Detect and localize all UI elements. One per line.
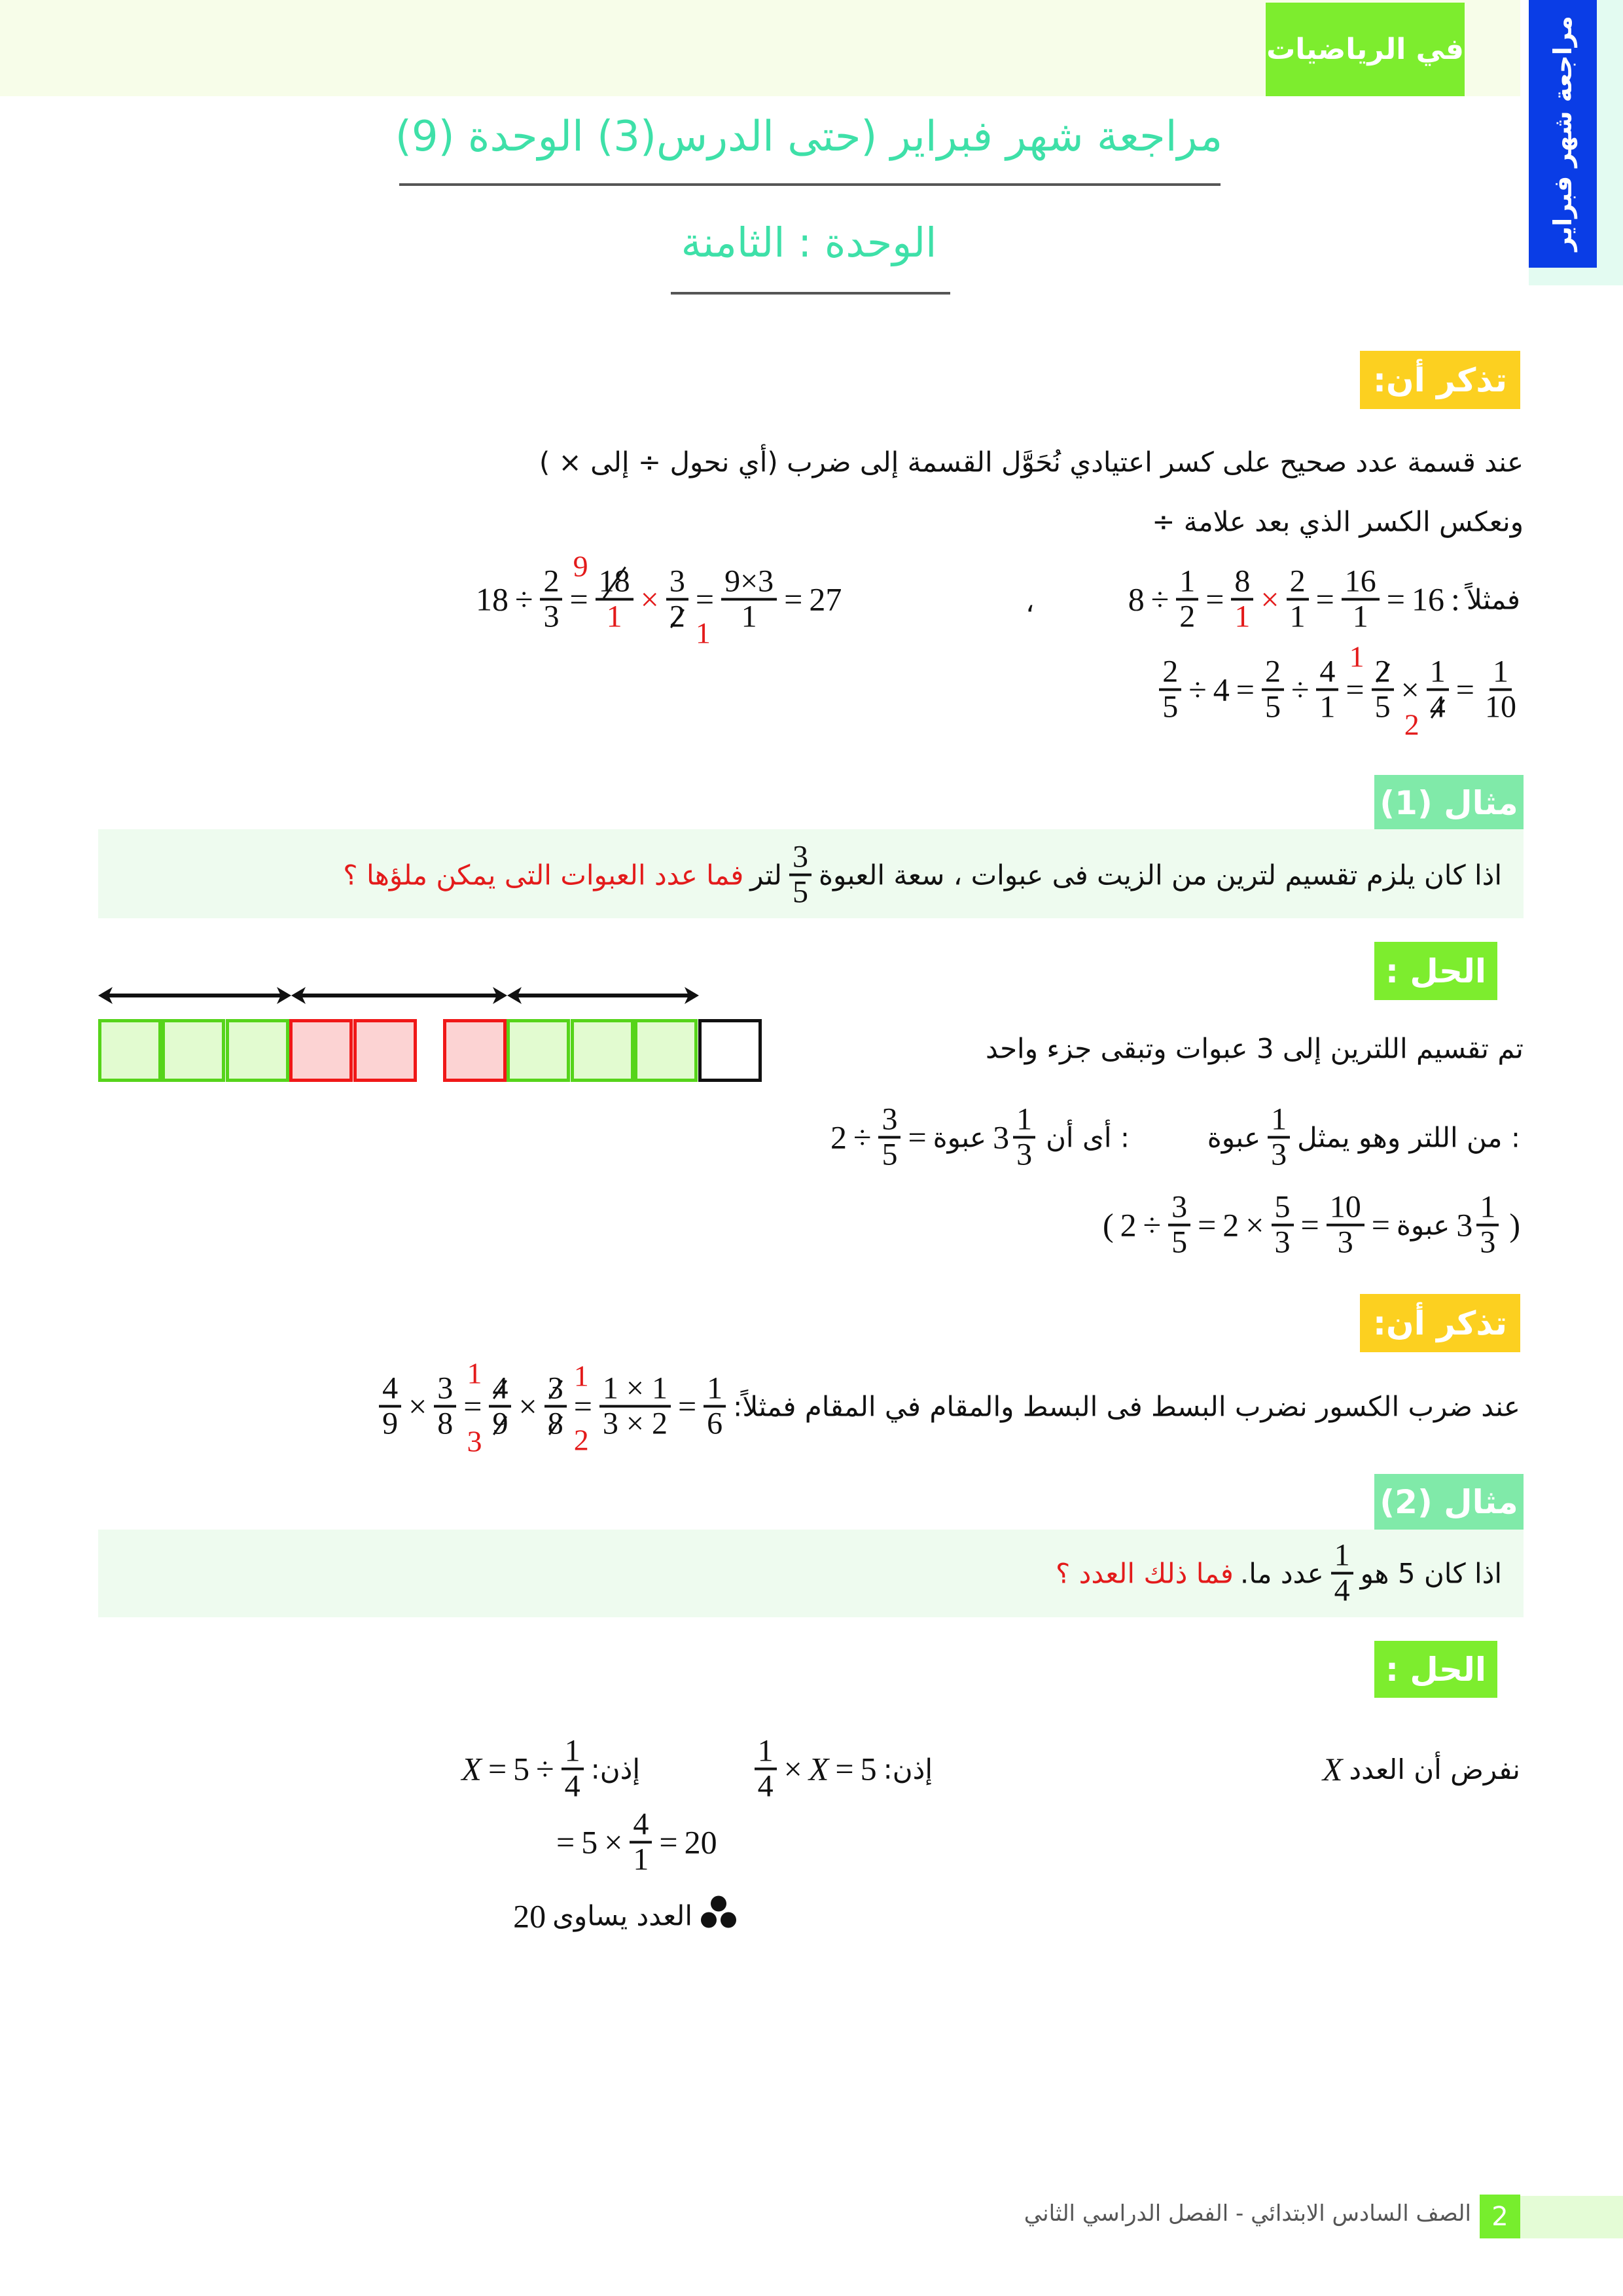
text: نفرض أن العدد <box>1349 1753 1520 1785</box>
denominator: 5 <box>1264 690 1281 725</box>
fraction <box>755 1735 777 1804</box>
cancel-label: 3 <box>467 1425 482 1459</box>
double-arrow <box>98 987 291 1004</box>
operator: × <box>408 1388 427 1425</box>
text: : من اللتر وهو يمثل <box>1297 1121 1520 1154</box>
unit-underline <box>671 292 950 295</box>
operator: = <box>463 1388 482 1425</box>
fraction <box>666 564 711 651</box>
text: عبوة <box>1207 1121 1261 1154</box>
fraction <box>1482 656 1520 725</box>
text: فمثلاً <box>1466 583 1520 616</box>
numerator: 4 <box>1316 656 1338 691</box>
operator: = <box>573 1388 592 1425</box>
fraction <box>1331 1539 1353 1608</box>
bar-model-arrows <box>92 982 720 1008</box>
numerator: 1 <box>1013 1103 1035 1139</box>
bullet-dots-icon <box>699 1895 738 1937</box>
denominator: 8 <box>437 1407 454 1441</box>
text: عند ضرب الكسور نضرب البسط فى البسط والمقام في المقام فمثلاً: <box>733 1390 1520 1423</box>
operator: = <box>1371 1207 1390 1244</box>
text: فما ذلك العدد ؟ <box>1055 1557 1234 1590</box>
numerator: 2 <box>1159 656 1181 691</box>
denominator: 1 <box>1319 690 1336 725</box>
fraction <box>379 1372 401 1441</box>
operator: ÷ <box>1150 581 1169 618</box>
operator: = <box>1315 581 1334 618</box>
denominator: 9 <box>382 1407 399 1441</box>
text: عبوة <box>933 1121 987 1154</box>
example-tag-1: مثال (1) <box>1374 775 1524 831</box>
operator: = <box>677 1388 697 1425</box>
bar-segment-green <box>226 1019 289 1082</box>
cancel-label: 2 <box>1404 708 1419 742</box>
denominator: 3 <box>1480 1225 1496 1260</box>
number: ( <box>1102 1207 1114 1244</box>
cancel-label: 1 <box>1349 639 1364 673</box>
operator: × <box>1260 581 1279 618</box>
text: إذن: <box>883 1753 933 1785</box>
operator: = <box>784 581 803 618</box>
denominator: 6 <box>707 1407 723 1441</box>
number: 20 <box>513 1897 546 1934</box>
cancel-label: 1 <box>695 617 711 651</box>
solution-tag-2: الحل : <box>1374 1641 1497 1698</box>
numerator: 3 <box>544 1372 567 1408</box>
numerator: 4 <box>379 1372 401 1408</box>
numerator: 9×3 <box>721 565 777 601</box>
page-title: مراجعة شهر فبراير (حتى الدرس(3) الوحدة (9) <box>395 113 1223 161</box>
solution-text-1: تم تقسيم اللترين إلى 3 عبوات وتبقى جزء واحد <box>986 1032 1524 1065</box>
number: 27 <box>809 581 842 618</box>
denominator: 9 <box>489 1408 511 1441</box>
example-tag-2: مثال (2) <box>1374 1474 1524 1530</box>
solution-line-2-left <box>827 1103 1133 1172</box>
whole-part: 3 <box>1456 1207 1473 1244</box>
solution-line-1 <box>986 1033 1524 1065</box>
remember-line-1 <box>539 446 1524 478</box>
fraction <box>1159 656 1181 725</box>
fraction <box>1013 1103 1035 1172</box>
operator: = <box>908 1119 927 1156</box>
text: اذا كان 5 هو <box>1360 1557 1502 1590</box>
subject-badge: في الرياضيات <box>1266 3 1465 96</box>
division-example-c <box>1155 639 1524 742</box>
operator: = <box>695 581 715 618</box>
numerator: 4 <box>630 1808 652 1844</box>
operator: × <box>1245 1207 1264 1244</box>
operator: = <box>1198 1207 1217 1244</box>
denominator: 1 <box>1234 600 1251 634</box>
numerator: 2 <box>540 565 562 601</box>
operator: = <box>1346 672 1364 708</box>
mixed-number <box>993 1103 1039 1172</box>
fraction <box>573 549 633 634</box>
solution-line-2-right <box>1204 1103 1524 1172</box>
operator: × <box>1400 672 1419 708</box>
denominator: 5 <box>1162 690 1179 725</box>
fraction <box>1231 565 1253 634</box>
numerator: 1 <box>704 1372 726 1408</box>
denominator: 4 <box>757 1769 774 1804</box>
text: إذن: <box>590 1753 640 1785</box>
number: 5 <box>581 1824 598 1861</box>
denominator: 2 <box>666 601 688 634</box>
denominator: 3 <box>1271 1138 1287 1172</box>
text: ، <box>1026 586 1035 619</box>
numerator: 3 <box>789 841 812 876</box>
example-question-2 <box>1052 1539 1505 1608</box>
operator: = <box>569 581 588 618</box>
footer-text: الصف السادس الابتدائي - الفصل الدراسي الثاني <box>1024 2200 1471 2227</box>
operator: = <box>1386 581 1405 618</box>
numerator: 1 × 1 <box>599 1372 671 1408</box>
example-question-1 <box>340 841 1505 910</box>
answer-line <box>510 1895 741 1937</box>
bar-segment-green <box>634 1019 698 1082</box>
whole-part: 3 <box>993 1119 1010 1156</box>
operator: = <box>1236 672 1255 708</box>
numerator: 1 <box>1176 565 1198 601</box>
fraction <box>467 1356 511 1459</box>
fraction <box>1272 1191 1294 1260</box>
variable: X <box>1322 1751 1343 1787</box>
text: عبوة <box>1396 1209 1450 1242</box>
numerator: 2 <box>1262 656 1284 691</box>
denominator: 4 <box>1334 1573 1350 1608</box>
denominator: 1 <box>741 600 757 634</box>
number: 5 <box>513 1751 530 1787</box>
operator: = <box>1455 672 1474 708</box>
page-number: 2 <box>1480 2195 1520 2238</box>
fraction <box>1327 1191 1364 1260</box>
numerator: 3 <box>878 1103 901 1139</box>
solution-line-3 <box>1099 1191 1524 1260</box>
numerator: 3 <box>434 1372 456 1408</box>
equation-line <box>751 1735 936 1804</box>
number: 4 <box>1213 672 1230 708</box>
numerator: 1 <box>1268 1103 1290 1139</box>
cancel-label: 1 <box>467 1356 482 1390</box>
remember-text-2: ونعكس الكسر الذي بعد علامة ÷ <box>1152 505 1524 538</box>
denominator: 8 <box>544 1408 567 1441</box>
numerator: 1 <box>1427 656 1449 691</box>
denominator: 1 <box>1352 600 1368 634</box>
logo-lettering: مراجعة شهر فبراير <box>1548 16 1577 251</box>
bar-segment-red <box>443 1019 507 1082</box>
fraction <box>562 1735 584 1804</box>
fraction <box>1287 565 1309 634</box>
operator: = <box>659 1824 678 1861</box>
operator: = <box>835 1751 854 1787</box>
text: اذا كان يلزم تقسيم لترين من الزيت فى عبوات ، سعة العبوة <box>818 859 1502 891</box>
number: : <box>1451 581 1460 618</box>
remember-text-1: عند قسمة عدد صحيح على كسر اعتيادي نُحَوَّل القسمة إلى ضرب (أي نحول ÷ إلى × ) <box>539 446 1524 478</box>
fraction <box>1342 565 1380 634</box>
fraction <box>434 1372 456 1441</box>
mixed-number <box>1456 1191 1503 1260</box>
double-arrow <box>291 987 507 1004</box>
fraction <box>1476 1191 1499 1260</box>
variable: X <box>461 1751 482 1787</box>
denominator: 4 <box>1427 691 1449 724</box>
number: 2 <box>830 1119 847 1156</box>
denominator: 10 <box>1485 690 1516 725</box>
text: لتر <box>750 859 782 891</box>
numerator: 1 <box>755 1735 777 1770</box>
operator: × <box>604 1824 623 1861</box>
fraction <box>1168 1191 1190 1260</box>
fraction <box>1262 656 1284 725</box>
numerator: 1 <box>562 1735 584 1770</box>
number: 20 <box>684 1824 717 1861</box>
compute-line <box>553 1808 721 1877</box>
fraction <box>789 841 812 910</box>
denominator: 5 <box>1374 690 1391 725</box>
denominator: 1 <box>1289 600 1306 634</box>
variable: X <box>808 1751 829 1787</box>
bar-segment-green <box>162 1019 225 1082</box>
operator: × <box>640 581 659 618</box>
remember-tag-2: تذكر أن: <box>1360 1294 1520 1352</box>
number: ) <box>1509 1207 1520 1244</box>
denominator: 5 <box>792 875 808 910</box>
denominator: 3 <box>1274 1225 1291 1260</box>
operator: = <box>488 1751 507 1787</box>
numerator: 1 <box>1476 1191 1499 1227</box>
bar-segment-red <box>353 1019 417 1082</box>
numerator: 2 <box>1287 565 1309 601</box>
fraction <box>878 1103 901 1172</box>
numerator: 10 <box>1327 1191 1364 1227</box>
text: عدد ما. <box>1240 1557 1324 1590</box>
assumption-line <box>1319 1750 1524 1788</box>
operator: × <box>783 1751 802 1787</box>
fraction <box>1349 639 1394 725</box>
solve-line <box>458 1735 643 1804</box>
double-arrow <box>507 987 699 1004</box>
fraction <box>704 1372 726 1441</box>
multiplication-rule <box>375 1356 1524 1459</box>
denominator: 5 <box>1171 1225 1188 1260</box>
numerator: 1 <box>1489 656 1512 691</box>
number: 2 <box>1222 1207 1240 1244</box>
number: 5 <box>860 1751 877 1787</box>
fraction <box>1316 656 1338 725</box>
operator: = <box>556 1824 575 1861</box>
number: 16 <box>1412 581 1444 618</box>
separator-comma <box>1022 586 1038 619</box>
text: العدد يساوى <box>552 1899 692 1932</box>
numerator: 1 <box>1331 1539 1353 1575</box>
division-example-a <box>1125 565 1524 634</box>
fraction <box>599 1372 671 1441</box>
denominator: 3 <box>543 600 560 634</box>
denominator: 5 <box>882 1138 898 1172</box>
denominator: 4 <box>564 1769 580 1804</box>
denominator: 1 <box>606 600 622 634</box>
number: 8 <box>1128 581 1145 618</box>
division-example-b <box>473 549 845 651</box>
fraction <box>1268 1103 1290 1172</box>
bar-segment-green <box>507 1019 570 1082</box>
text: فما عدد العبوات التى يمكن ملؤها ؟ <box>343 859 744 891</box>
operator: ÷ <box>1188 672 1207 708</box>
numerator: 8 <box>1231 565 1253 601</box>
numerator: 3 <box>666 565 688 601</box>
bar-segment-green <box>571 1019 634 1082</box>
operator: ÷ <box>536 1751 554 1787</box>
numerator: 16 <box>1342 565 1380 601</box>
operator: ÷ <box>853 1119 872 1156</box>
numerator: 2 <box>1372 656 1394 691</box>
numerator: 5 <box>1272 1191 1294 1227</box>
fraction <box>1404 654 1449 742</box>
number: 18 <box>476 581 508 618</box>
operator: × <box>518 1388 537 1425</box>
denominator: 3 × 2 <box>602 1407 668 1441</box>
text: : أى أن <box>1046 1121 1130 1154</box>
remember-tag-1: تذكر أن: <box>1360 351 1520 409</box>
solution-tag-1: الحل : <box>1374 942 1497 1000</box>
denominator: 1 <box>633 1842 649 1877</box>
footer-band <box>1520 2196 1623 2238</box>
unit-title: الوحدة : الثامنة <box>681 219 937 266</box>
fraction <box>1176 565 1198 634</box>
bar-segment-green <box>98 1019 162 1082</box>
operator: ÷ <box>1143 1207 1162 1244</box>
operator: = <box>1300 1207 1319 1244</box>
fraction <box>721 565 777 634</box>
title-underline <box>399 183 1221 186</box>
cancel-label: 9 <box>573 549 588 583</box>
numerator: 3 <box>1168 1191 1190 1227</box>
cancel-label: 1 <box>573 1359 589 1393</box>
numerator: 18 <box>596 565 633 601</box>
bar-segment-empty <box>698 1019 762 1082</box>
remember-line-2 <box>1152 506 1524 538</box>
bar-segment-red <box>289 1019 353 1082</box>
number: 2 <box>1120 1207 1137 1244</box>
operator: ÷ <box>1291 672 1310 708</box>
denominator: 2 <box>1179 600 1196 634</box>
denominator: 3 <box>1337 1225 1353 1260</box>
fraction <box>544 1359 589 1458</box>
cancel-label: 2 <box>573 1424 589 1458</box>
fraction <box>630 1808 652 1877</box>
denominator: 3 <box>1016 1138 1033 1172</box>
operator: ÷ <box>515 581 533 618</box>
operator: = <box>1205 581 1224 618</box>
numerator: 4 <box>489 1372 511 1408</box>
fraction <box>540 565 562 634</box>
